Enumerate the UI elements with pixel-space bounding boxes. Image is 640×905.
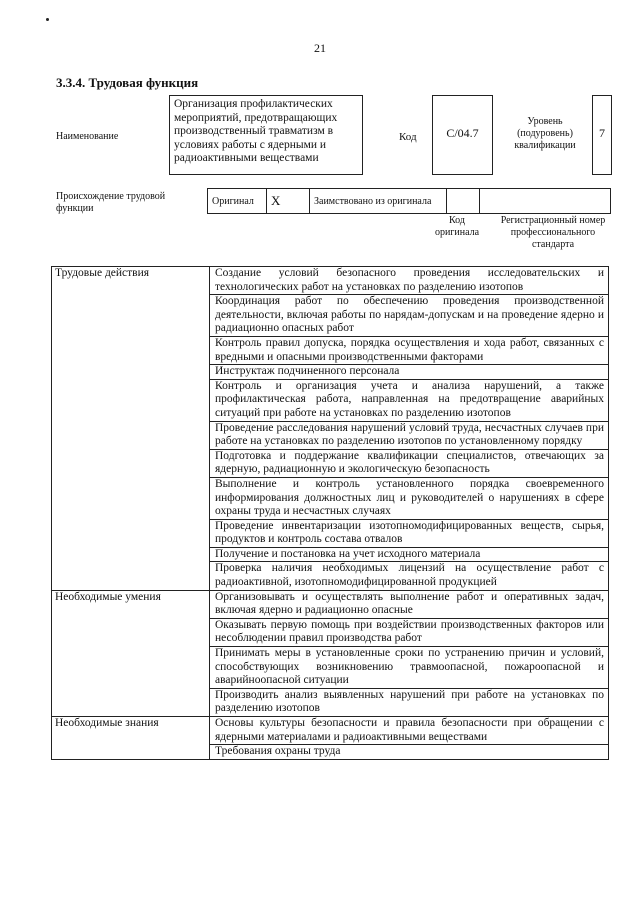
actions-item: Проверка наличия необходимых лицензий на осуществление работ с радиоактивной, изотопномодифицированной продукцией	[210, 562, 609, 590]
actions-item: Инструктаж подчиненного персонала	[210, 365, 609, 380]
table-row	[52, 267, 609, 295]
knowledge-item: Основы культуры безопасности и правила безопасности при обращении с ядерными материалами и радиоактивными веществами	[210, 717, 609, 745]
reg-number-cell	[480, 189, 611, 214]
name-label: Наименование	[56, 131, 119, 142]
skills-item: Организовывать и осуществлять выполнение работ и оперативных задач, включая ядерно и радиационно опасные	[210, 590, 609, 618]
actions-item: Контроль правил допуска, порядка осуществления и хода работ, связанных с вредными и опасными производственными факторами	[210, 336, 609, 364]
borrowed-label: Заимствовано из оригинала	[310, 189, 447, 214]
function-table	[51, 266, 609, 760]
skills-label: Необходимые умения	[52, 590, 210, 716]
actions-item: Подготовка и поддержание квалификации специалистов, отвечающих за ядерную, радиационную и экологическую безопасность	[210, 449, 609, 477]
scan-dot	[46, 18, 49, 21]
origin-label: Происхождение трудовой функции	[56, 191, 166, 214]
actions-item: Создание условий безопасного проведения исследовательских и технологических работ на установках по разделению изотопов	[210, 267, 609, 295]
level-label: Уровень (подуровень) квалификации	[514, 116, 576, 151]
name-value-box: Организация профилактических мероприятий, предотвращающих производственный травматизм в условиях работы с ядерными и радиоактивными веществами	[169, 95, 363, 175]
skills-item: Принимать меры в установленные сроки по устранению причин и условий, способствующих возникновению травмоопасной, пожароопасной и аварийноопасной ситуации	[210, 647, 609, 689]
actions-item: Проведение инвентаризации изотопномодифицированных веществ, сырья, продуктов и контроль состава отвалов	[210, 519, 609, 547]
original-label: Оригинал	[208, 189, 267, 214]
table-row	[52, 590, 609, 618]
table-row	[52, 717, 609, 745]
orig-code-cell	[447, 189, 480, 214]
actions-item: Проведение расследования нарушений условий труда, несчастных случаев при работе на установках по разделению изотопов по установленному порядку	[210, 421, 609, 449]
skills-item: Оказывать первую помощь при воздействии производственных факторов или несоблюдении правил производства работ	[210, 618, 609, 646]
code-value-box: C/04.7	[432, 95, 493, 175]
section-title: 3.3.4. Трудовая функция	[56, 75, 199, 90]
actions-item: Получение и постановка на учет исходного материала	[210, 547, 609, 562]
level-value-box: 7	[592, 95, 612, 175]
skills-item: Производить анализ выявленных нарушений при работе на установках по разделению изотопов	[210, 688, 609, 716]
reg-number-label: Регистрационный номер профессионального стандарта	[500, 215, 606, 250]
actions-item: Координация работ по обеспечению проведения производственной деятельности, включая работы по нарядам-допускам и на проведение ядерно и радиационно опасных работ	[210, 295, 609, 337]
actions-label: Трудовые действия	[52, 267, 210, 591]
knowledge-item: Требования охраны труда	[210, 745, 609, 760]
actions-item: Выполнение и контроль установленного порядка своевременного информирования должностных лиц и руководителей о нарушениях в сфере охраны труда и несчастных случаях	[210, 477, 609, 519]
original-mark: X	[267, 189, 310, 214]
actions-item: Контроль и организация учета и анализа нарушений, а также профилактическая работа, направленная на предотвращение аварийных ситуаций при работе на установках по разделению изотопов	[210, 379, 609, 421]
page-number: 21	[314, 41, 326, 55]
knowledge-label: Необходимые знания	[52, 717, 210, 760]
orig-code-label: Код оригинала	[434, 215, 480, 238]
origin-table	[207, 188, 611, 214]
code-label: Код	[399, 131, 417, 143]
